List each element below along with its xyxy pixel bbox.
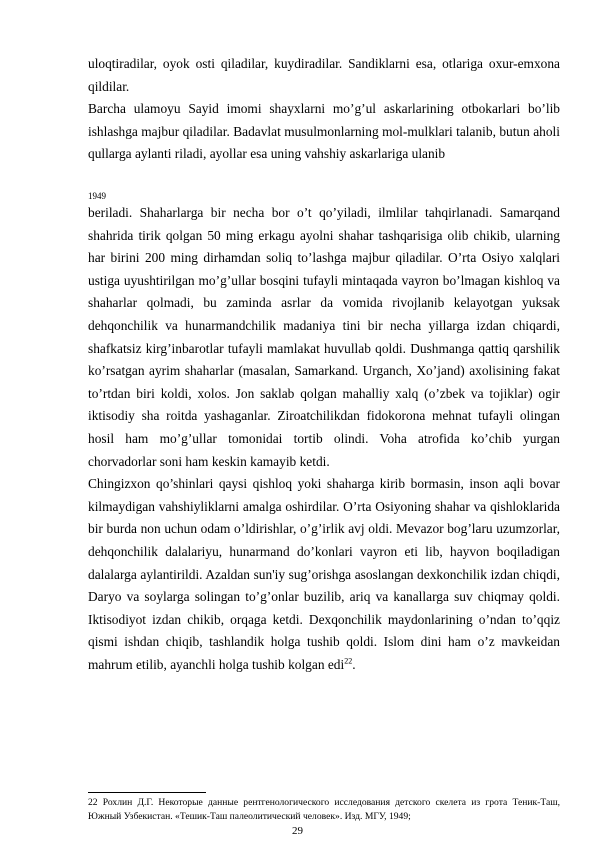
footnote-divider — [88, 792, 206, 793]
footnote-reference[interactable]: 22 — [344, 656, 353, 666]
paragraph-text: Chingizxon qo’shinlari qaysi qishloq yoki shaharga kirib bormasin, inson aqli bovar kilmaydigan vahshiyliklarni amalga oshirdilar. O’rta Osiyoning shahar va qishloklarida bir burda non uchun odam o’ldirishlar, o’g’irlik avj oldi. Mevazor bog’laru uzumzorlar, dehqonchilik dalalariyu, hunarmand do’konlari vayron eti lib, hayvon boqiladigan dalalarga aylantirildi. Azaldan sun'iy sug’orishga asoslangan dexkonchilik izdan chiqdi, Daryo va soylarga solingan to’g’onlar buzilib, ariq va kanallarga suv chiqmay qoldi. Iktisodiyot izdan chikib, orqaga ketdi. Dexqonchilik maydonlarining o’ndan to’qqiz qismi ishdan chiqib, tashlandik holga tushib qoldi. Islom dini ham o’z mavkeidan mahrum etilib, ayanchli holga tushib kolgan edi — [88, 476, 560, 672]
paragraph-with-footnote: Chingizxon qo’shinlari qaysi qishloq yoki shaharga kirib bormasin, inson aqli bovar kilmaydigan vahshiyliklarni amalga oshirdilar. O’rta Osiyoning shahar va qishloklarida bir burda non uchun odam o’ldirishlar, o’g’irlik avj oldi. Mevazor bog’laru uzumzorlar, dehqonchilik dalalariyu, hunarmand do’konlari vayron eti lib, hayvon boqiladigan dalalarga aylantirildi. Azaldan sun'iy sug’orishga asoslangan dexkonchilik izdan chiqdi, Daryo va soylarga solingan to’g’onlar buzilib, ariq va kanallarga suv chiqmay qoldi. Iktisodiyot izdan chikib, orqaga ketdi. Dexqonchilik maydonlarining o’ndan to’qqiz qismi ishdan chiqib, tashlandik holga tushib qoldi. Islom dini ham o’z mavkeidan mahrum etilib, ayanchli holga tushib kolgan edi$^{22}$. — [88, 476, 560, 672]
paragraph: Barcha ulamoyu Sayid imomi shayxlarni mo’g’ul askarlarining otbokarlari bo’lib ishlashga majbur qiladilar. Badavlat musulmonlarning mol-mulklari talanib, butun aholi qullarga aylanti riladi, ayollar esa uning vahshiy askarlariga ulanib — [88, 101, 560, 162]
text-block-main — [88, 202, 560, 676]
paragraph: beriladi. Shaharlarga bir necha bor o’t qo’yiladi, ilmlilar tahqirlanadi. Samarqand shahrida tirik qolgan 50 ming erkagu ayolni shahar tashqarisiga olib chikib, ularning har birini 200 ming dirhamdan soliq to’lashga majbur qiladilar. O’rta Osiyo xalqlari ustiga uyushtirilgan mo’g’ullar bosqini tufayli mintaqada vayron bo’lmagan kishloq va shaharlar qolmadi, bu zaminda asrlar da vomida rivojlanib kelayotgan yuksak dehqonchilik va hunarmandchilik madaniya tini bir necha yillarga izdan chiqardi, shafkatsiz kirg’inbarotlar tufayli mamlakat huvullab qoldi. Dushmanga qattiq qarshilik ko’rsatgan ayrim shaharlar (masalan, Samarkand. Urganch, Xo’jand) axolisining fakat to’rtdan biri koldi, xolos. Jon saklab qolgan mahalliy xalq (o’zbek va tojiklar) ogir iktisodiy sha roitda yashaganlar. Ziroatchilikdan fidokorona mehnat tufayli olingan hosil ham mo’g’ullar tomonidai tortib olindi. Voha atrofida ko’chib yurgan chorvadorlar soni ham keskin kamayib ketdi. — [88, 205, 560, 469]
footnote: 22 Рохлин Д.Г. Некоторые данные рентгенологического исследования детского скелета из грота Теник-Таш, Южный Узбекистан. «Тешик-Таш палеолитический человек». Изд. МГУ, 1949; — [88, 797, 560, 822]
paragraph: uloqtiradilar, oyok osti qiladilar, kuydiradilar. Sandiklarni esa, otlariga oxur-emxona qildilar. — [88, 56, 560, 94]
year-mark: 1949 — [88, 191, 106, 201]
page-number: 29 — [292, 825, 303, 837]
text-block-top — [88, 53, 560, 166]
